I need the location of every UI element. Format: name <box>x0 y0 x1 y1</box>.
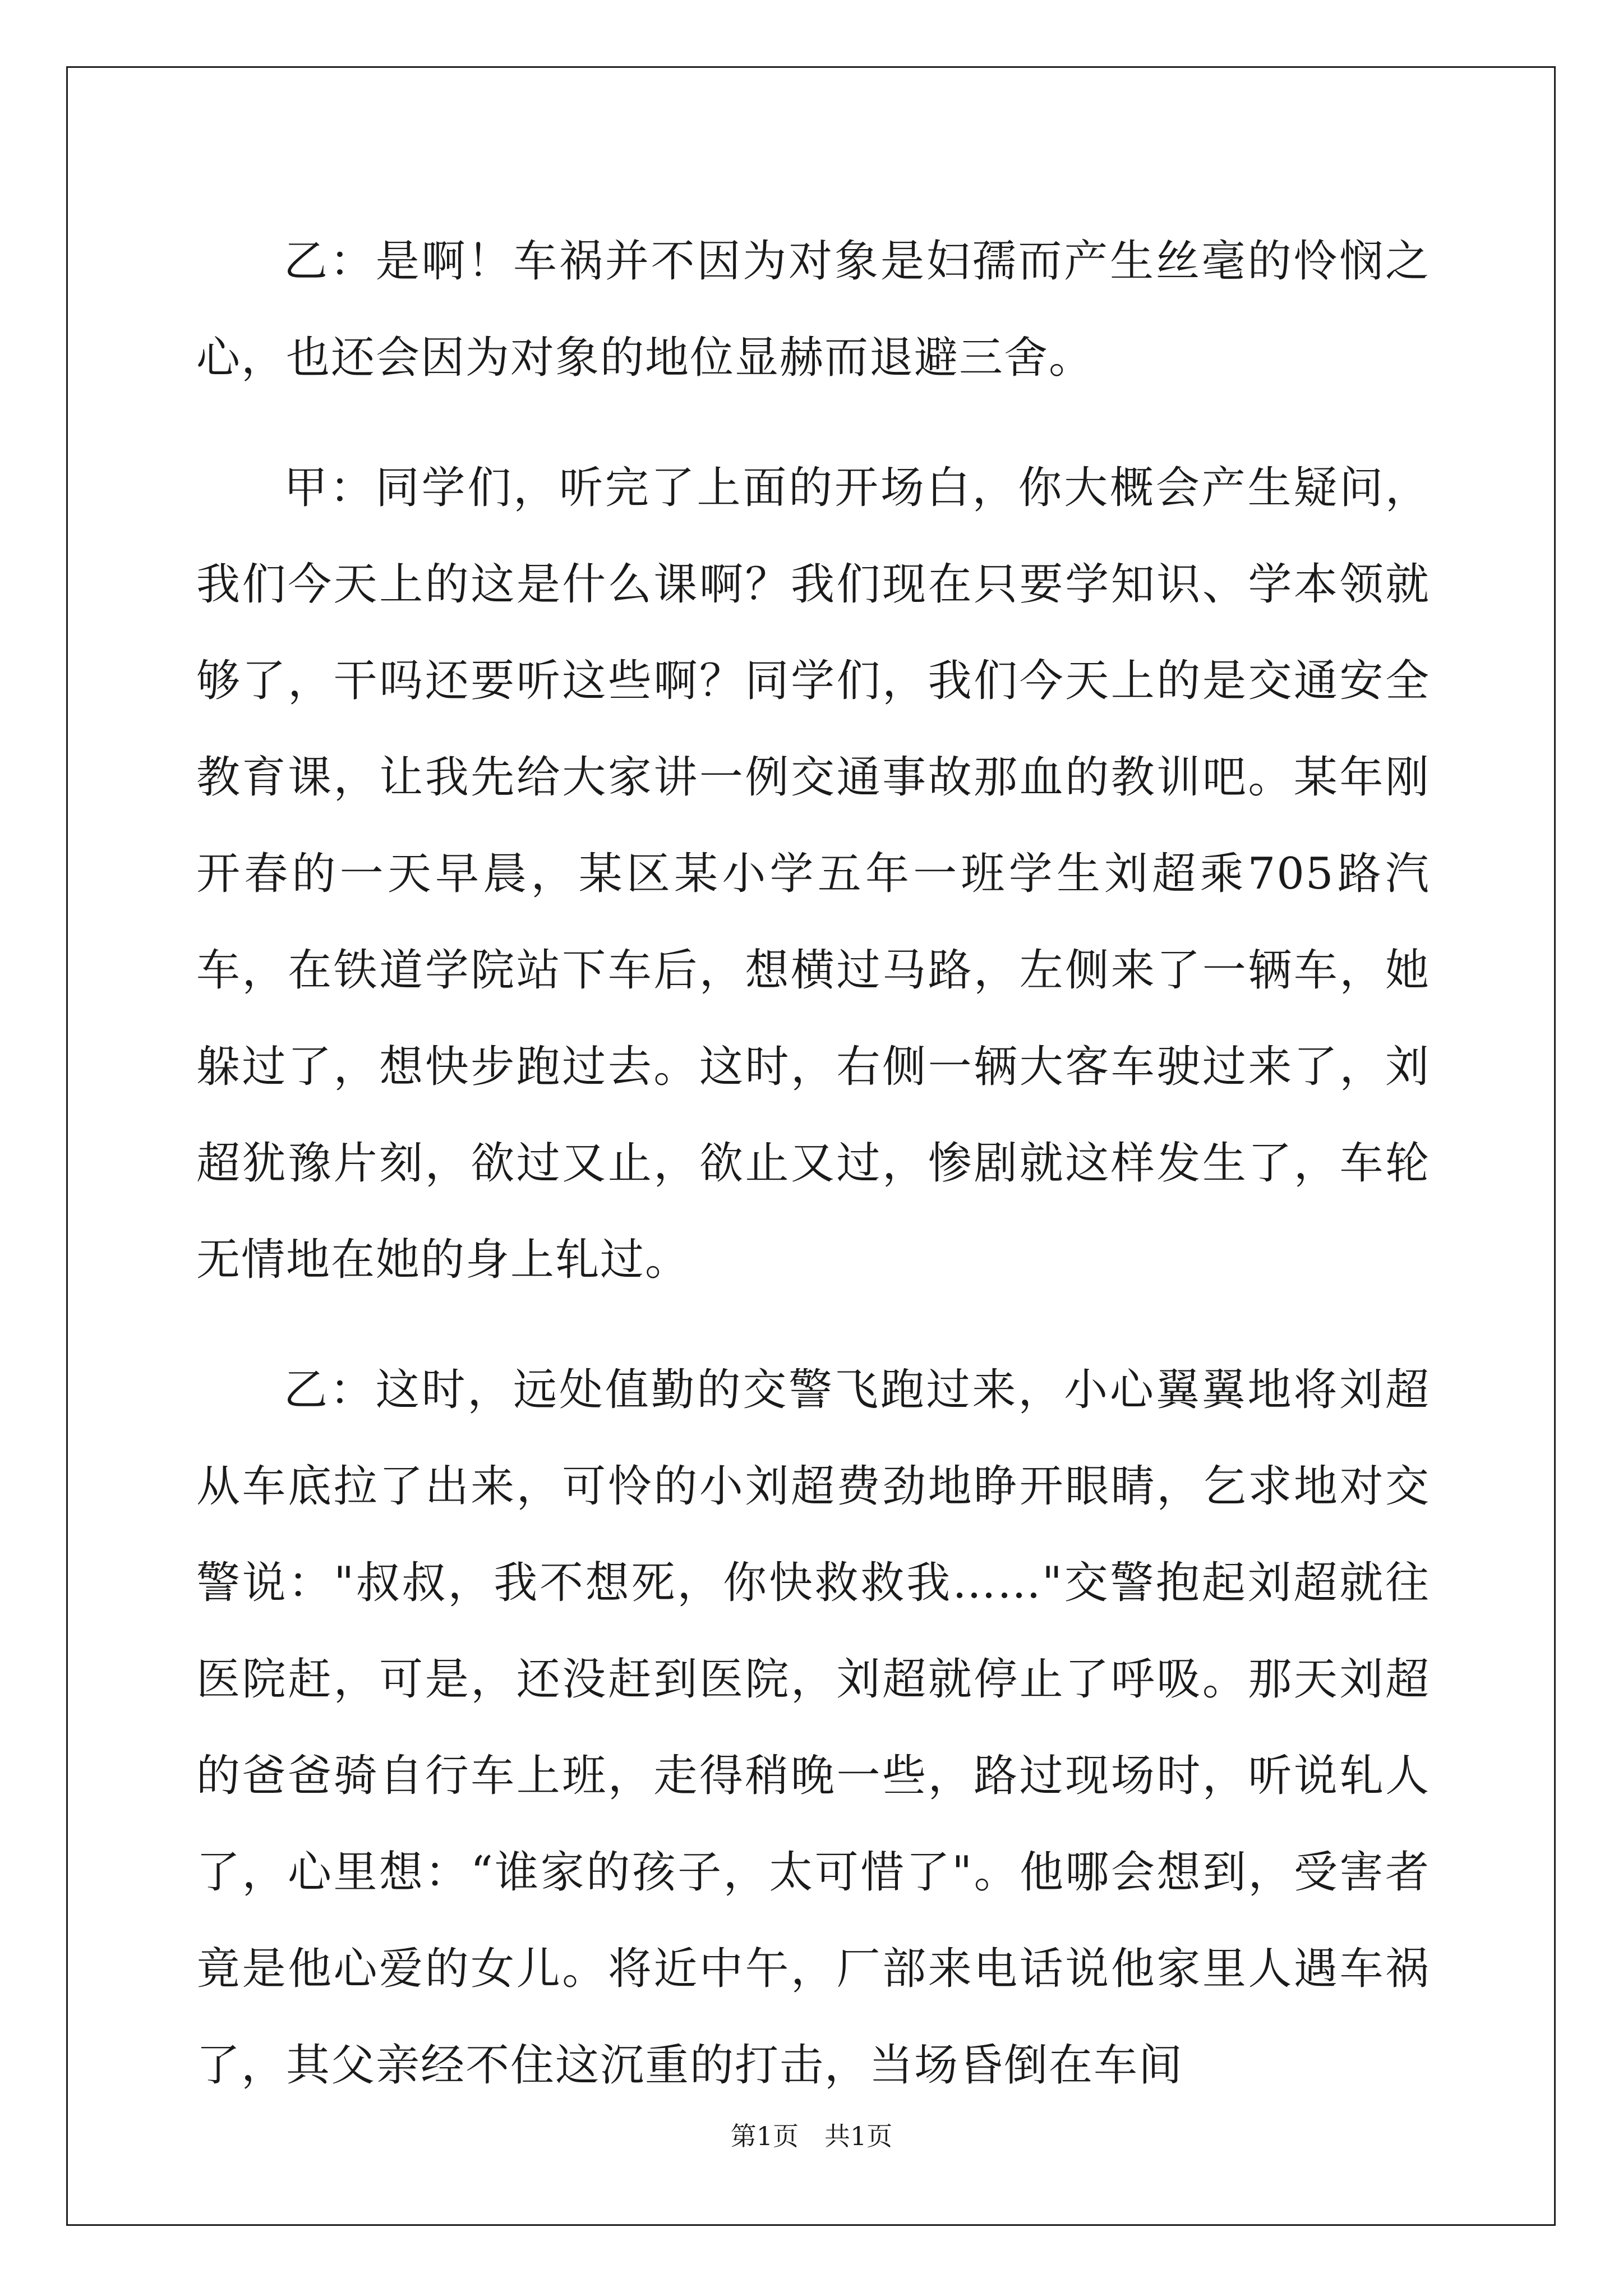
page-number: 第1页 <box>730 2121 799 2151</box>
paragraph: 乙：这时，远处值勤的交警飞跑过来，小心翼翼地将刘超从车底拉了出来，可怜的小刘超费劲地睁开眼睛，乞求地对交警说："叔叔，我不想死，你快救救我……"交警抱起刘超就往医院赶，可是，还没赶到医院，刘超就停止了呼吸。那天刘超的爸爸骑自行车上班，走得稍晚一些，路过现场时，听说轧人了，心里想：“谁家的孩子，太可惜了"。他哪会想到，受害者竟是他心爱的女儿。将近中午，厂部来电话说他家里人遇车祸了，其父亲经不住这沉重的打击，当场昏倒在车间 <box>196 1365 1430 2091</box>
page-total: 共1页 <box>824 2121 893 2151</box>
document-body <box>196 213 1430 2114</box>
paragraph: 乙：是啊！车祸并不因为对象是妇孺而产生丝毫的怜悯之心，也还会因为对象的地位显赫而退避三舍。 <box>196 236 1430 383</box>
paragraph: 甲：同学们，听完了上面的开场白，你大概会产生疑问，我们今天上的这是什么课啊？我们现在只要学知识、学本领就够了，干吗还要听这些啊？同学们，我们今天上的是交通安全教育课，让我先给大家讲一例交通事故那血的教训吧。某年刚开春的一天早晨，某区某小学五年一班学生刘超乘705路汽车，在铁道学院站下车后，想横过马路，左侧来了一辆车，她躲过了，想快步跑过去。这时，右侧一辆大客车驶过来了，刘超犹豫片刻，欲过又止，欲止又过，惨剧就这样发生了，车轮无情地在她的身上轧过。 <box>196 463 1430 1285</box>
page-footer <box>0 2119 1623 2153</box>
